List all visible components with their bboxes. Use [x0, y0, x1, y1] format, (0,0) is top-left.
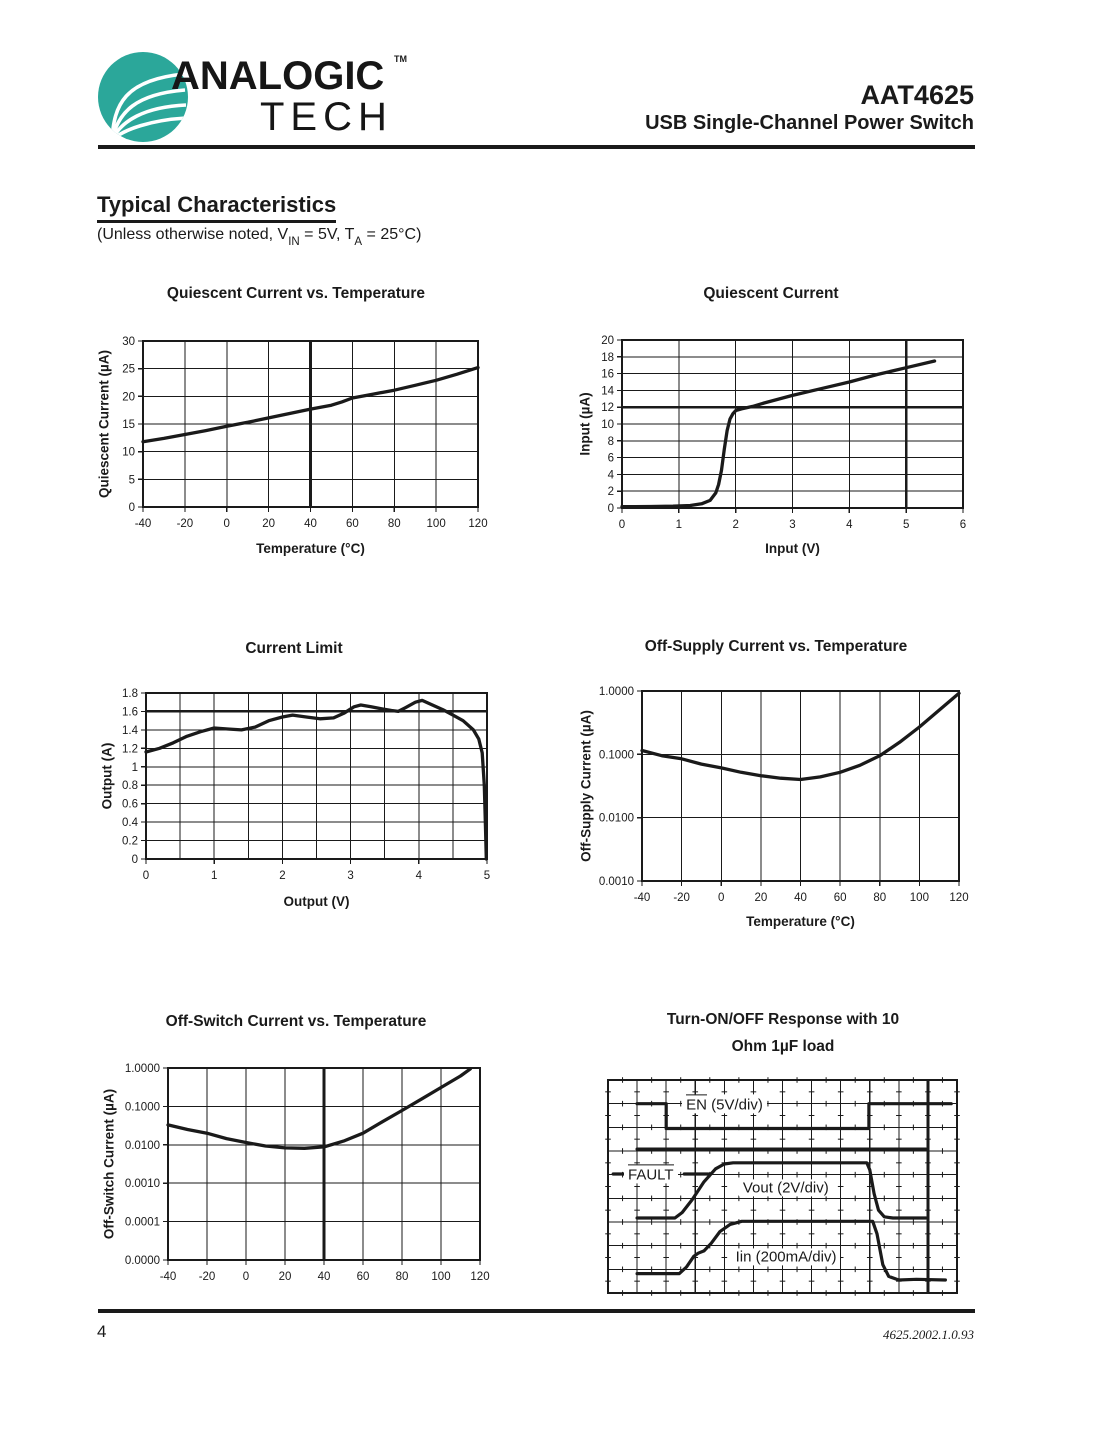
x-tick-label: 60	[833, 892, 847, 904]
x-tick-label: 0	[618, 519, 626, 531]
x-tick-label: -20	[198, 1271, 216, 1283]
conditions-sub-in: IN	[288, 236, 300, 249]
y-tick-label: 16	[601, 368, 614, 381]
y-tick-label: 0	[131, 854, 138, 866]
x-axis-label-off-supply-current-vs-temperature: Temperature (°C)	[746, 914, 855, 929]
axis-ticks	[163, 1068, 480, 1265]
y-tick-label: 2	[607, 486, 614, 499]
x-tick-label: 20	[262, 518, 276, 530]
y-tick-label: 0.4	[122, 817, 138, 830]
product-title: USB Single-Channel Power Switch	[645, 112, 974, 134]
conditions-part3: = 25°C)	[362, 226, 422, 243]
y-tick-label: 10	[601, 419, 614, 431]
x-tick-label: 100	[909, 892, 929, 904]
axis-ticks	[138, 341, 478, 512]
y-tick-label: 1.0000	[598, 686, 634, 698]
scope-label-fault	[624, 1164, 678, 1183]
section-heading: Typical Characteristics	[97, 192, 336, 223]
y-tick-label: 0.0001	[124, 1216, 160, 1229]
x-tick-label: 80	[387, 518, 401, 530]
x-tick-label: 0	[242, 1271, 250, 1283]
axis-ticks	[637, 691, 959, 886]
x-axis-label-quiescent-current: Input (V)	[765, 541, 820, 556]
x-tick-label: 1	[675, 519, 683, 531]
chart-current-limit	[122, 688, 490, 882]
x-tick-label: -20	[176, 518, 194, 530]
chart-title-line2-turn-on-off-response: Ohm 1µF load	[731, 1038, 835, 1055]
y-tick-label: 0.0100	[598, 812, 634, 825]
y-tick-label: 1.4	[122, 724, 138, 737]
x-tick-label: 120	[949, 892, 969, 904]
footer-rule	[98, 1309, 975, 1313]
y-tick-label: 1.6	[122, 706, 138, 719]
chart-title-current-limit: Current Limit	[245, 640, 343, 657]
y-tick-label: 1	[131, 761, 138, 774]
y-tick-label: 0.1000	[598, 749, 634, 762]
overline-text: FAULT	[627, 1166, 674, 1184]
y-tick-label: 30	[122, 336, 135, 348]
x-tick-label: 2	[732, 519, 739, 531]
y-tick-label: 0.1000	[124, 1101, 160, 1114]
x-tick-label: -20	[673, 892, 690, 904]
x-tick-label: 3	[789, 519, 796, 531]
x-tick-label: 120	[468, 518, 488, 530]
x-tick-label: 1	[210, 870, 218, 882]
x-tick-label: 40	[317, 1271, 331, 1283]
y-tick-label: 15	[122, 419, 135, 431]
y-tick-label: 18	[601, 351, 614, 364]
chart-title-quiescent-vs-temperature: Quiescent Current vs. Temperature	[166, 285, 426, 302]
chart-off-switch-current-vs-temperature	[125, 1063, 490, 1283]
x-tick-label: 4	[415, 870, 423, 882]
x-tick-label: 60	[345, 518, 359, 530]
x-tick-label: 4	[846, 519, 853, 531]
overline-text: EN	[686, 1096, 707, 1114]
y-tick-label: 0.8	[122, 780, 138, 793]
y-tick-label: 1.0000	[124, 1063, 160, 1075]
page-number: 4	[97, 1322, 107, 1341]
chart-quiescent-current	[601, 335, 966, 531]
x-tick-label: 0	[223, 518, 230, 530]
conditions-part1: (Unless otherwise noted, V	[97, 226, 289, 243]
y-axis-label-off-supply-current-vs-temperature: Off-Supply Current (µA)	[578, 710, 594, 862]
x-tick-label: 40	[304, 518, 317, 530]
x-axis-label-quiescent-vs-temperature: Temperature (°C)	[256, 541, 365, 556]
y-tick-label: 0.0010	[598, 876, 634, 888]
grid	[642, 691, 959, 881]
chart-quiescent-vs-temperature	[122, 336, 487, 530]
trademark-symbol: TM	[394, 54, 407, 64]
x-tick-label: 100	[426, 518, 446, 530]
y-tick-label: 0.0000	[124, 1255, 160, 1267]
scope-label-iin: Iin (200mA/div)	[732, 1248, 841, 1265]
y-tick-label: 0.2	[122, 835, 138, 848]
chart-title-line1-turn-on-off-response: Turn-ON/OFF Response with 10	[666, 1011, 900, 1028]
part-number: AAT4625	[860, 80, 974, 110]
y-axis-label-current-limit: Output (A)	[99, 742, 115, 810]
doc-code: 4625.2002.1.0.93	[883, 1327, 974, 1342]
tick-labels	[125, 1063, 490, 1283]
brand-wordmark-tech: TECH	[260, 95, 393, 139]
y-tick-label: 0	[607, 503, 614, 515]
conditions-sub-a: A	[354, 236, 363, 249]
chart-off-supply-current-vs-temperature	[599, 686, 969, 904]
y-tick-label: 20	[601, 335, 614, 347]
x-tick-label: 0	[718, 892, 725, 904]
y-axis-label-quiescent-current: Input (µA)	[577, 392, 593, 456]
y-tick-label: 6	[607, 452, 614, 465]
y-tick-label: 25	[122, 363, 135, 376]
x-axis-label-current-limit: Output (V)	[283, 894, 350, 909]
x-tick-label: 120	[470, 1271, 490, 1283]
scope-label-vout: Vout (2V/div)	[739, 1179, 833, 1196]
scope-label-en: EN (5V/div)	[682, 1094, 767, 1113]
tick-labels	[122, 336, 487, 530]
x-tick-label: -40	[633, 892, 651, 904]
y-tick-label: 0.6	[122, 798, 138, 811]
brand-wordmark-analogic: ANALOGIC	[171, 54, 385, 98]
y-tick-label: 1.8	[122, 688, 138, 700]
data-curve	[168, 1069, 470, 1148]
y-tick-label: 0.0100	[124, 1139, 160, 1152]
x-tick-label: 2	[279, 870, 286, 882]
x-tick-label: 80	[873, 892, 887, 904]
y-tick-label: 5	[128, 474, 135, 487]
y-tick-label: 4	[607, 469, 614, 482]
y-tick-label: 1.2	[122, 743, 138, 756]
y-tick-label: 20	[122, 391, 135, 404]
y-tick-label: 14	[601, 385, 614, 398]
x-tick-label: 80	[395, 1271, 409, 1283]
tick-labels	[599, 686, 969, 904]
tick-labels	[601, 335, 966, 531]
x-tick-label: 20	[278, 1271, 292, 1283]
chart-title-off-supply-current-vs-temperature: Off-Supply Current vs. Temperature	[644, 638, 908, 655]
y-tick-label: 0.0010	[124, 1178, 160, 1191]
y-tick-label: 8	[607, 435, 614, 448]
x-tick-label: 6	[959, 519, 967, 531]
x-tick-label: 3	[347, 870, 354, 882]
chart-title-quiescent-current: Quiescent Current	[703, 285, 839, 302]
x-tick-label: 60	[356, 1271, 370, 1283]
x-tick-label: -40	[159, 1271, 177, 1283]
y-tick-label: 12	[601, 402, 614, 415]
x-tick-label: -40	[134, 518, 152, 530]
conditions-part2: = 5V, T	[299, 226, 355, 243]
x-tick-label: 40	[794, 892, 807, 904]
y-axis-label-quiescent-vs-temperature: Quiescent Current (µA)	[96, 349, 112, 499]
x-tick-label: 0	[142, 870, 150, 882]
x-tick-label: 20	[754, 892, 768, 904]
y-tick-label: 10	[122, 446, 135, 459]
x-tick-label: 5	[902, 519, 910, 531]
x-tick-label: 5	[483, 870, 491, 882]
chart-title-off-switch-current-vs-temperature: Off-Switch Current vs. Temperature	[165, 1013, 427, 1030]
x-tick-label: 100	[431, 1271, 451, 1283]
y-axis-label-off-switch-current-vs-temperature: Off-Switch Current (µA)	[101, 1088, 117, 1240]
data-curve	[622, 361, 935, 507]
y-tick-label: 0	[128, 502, 135, 514]
